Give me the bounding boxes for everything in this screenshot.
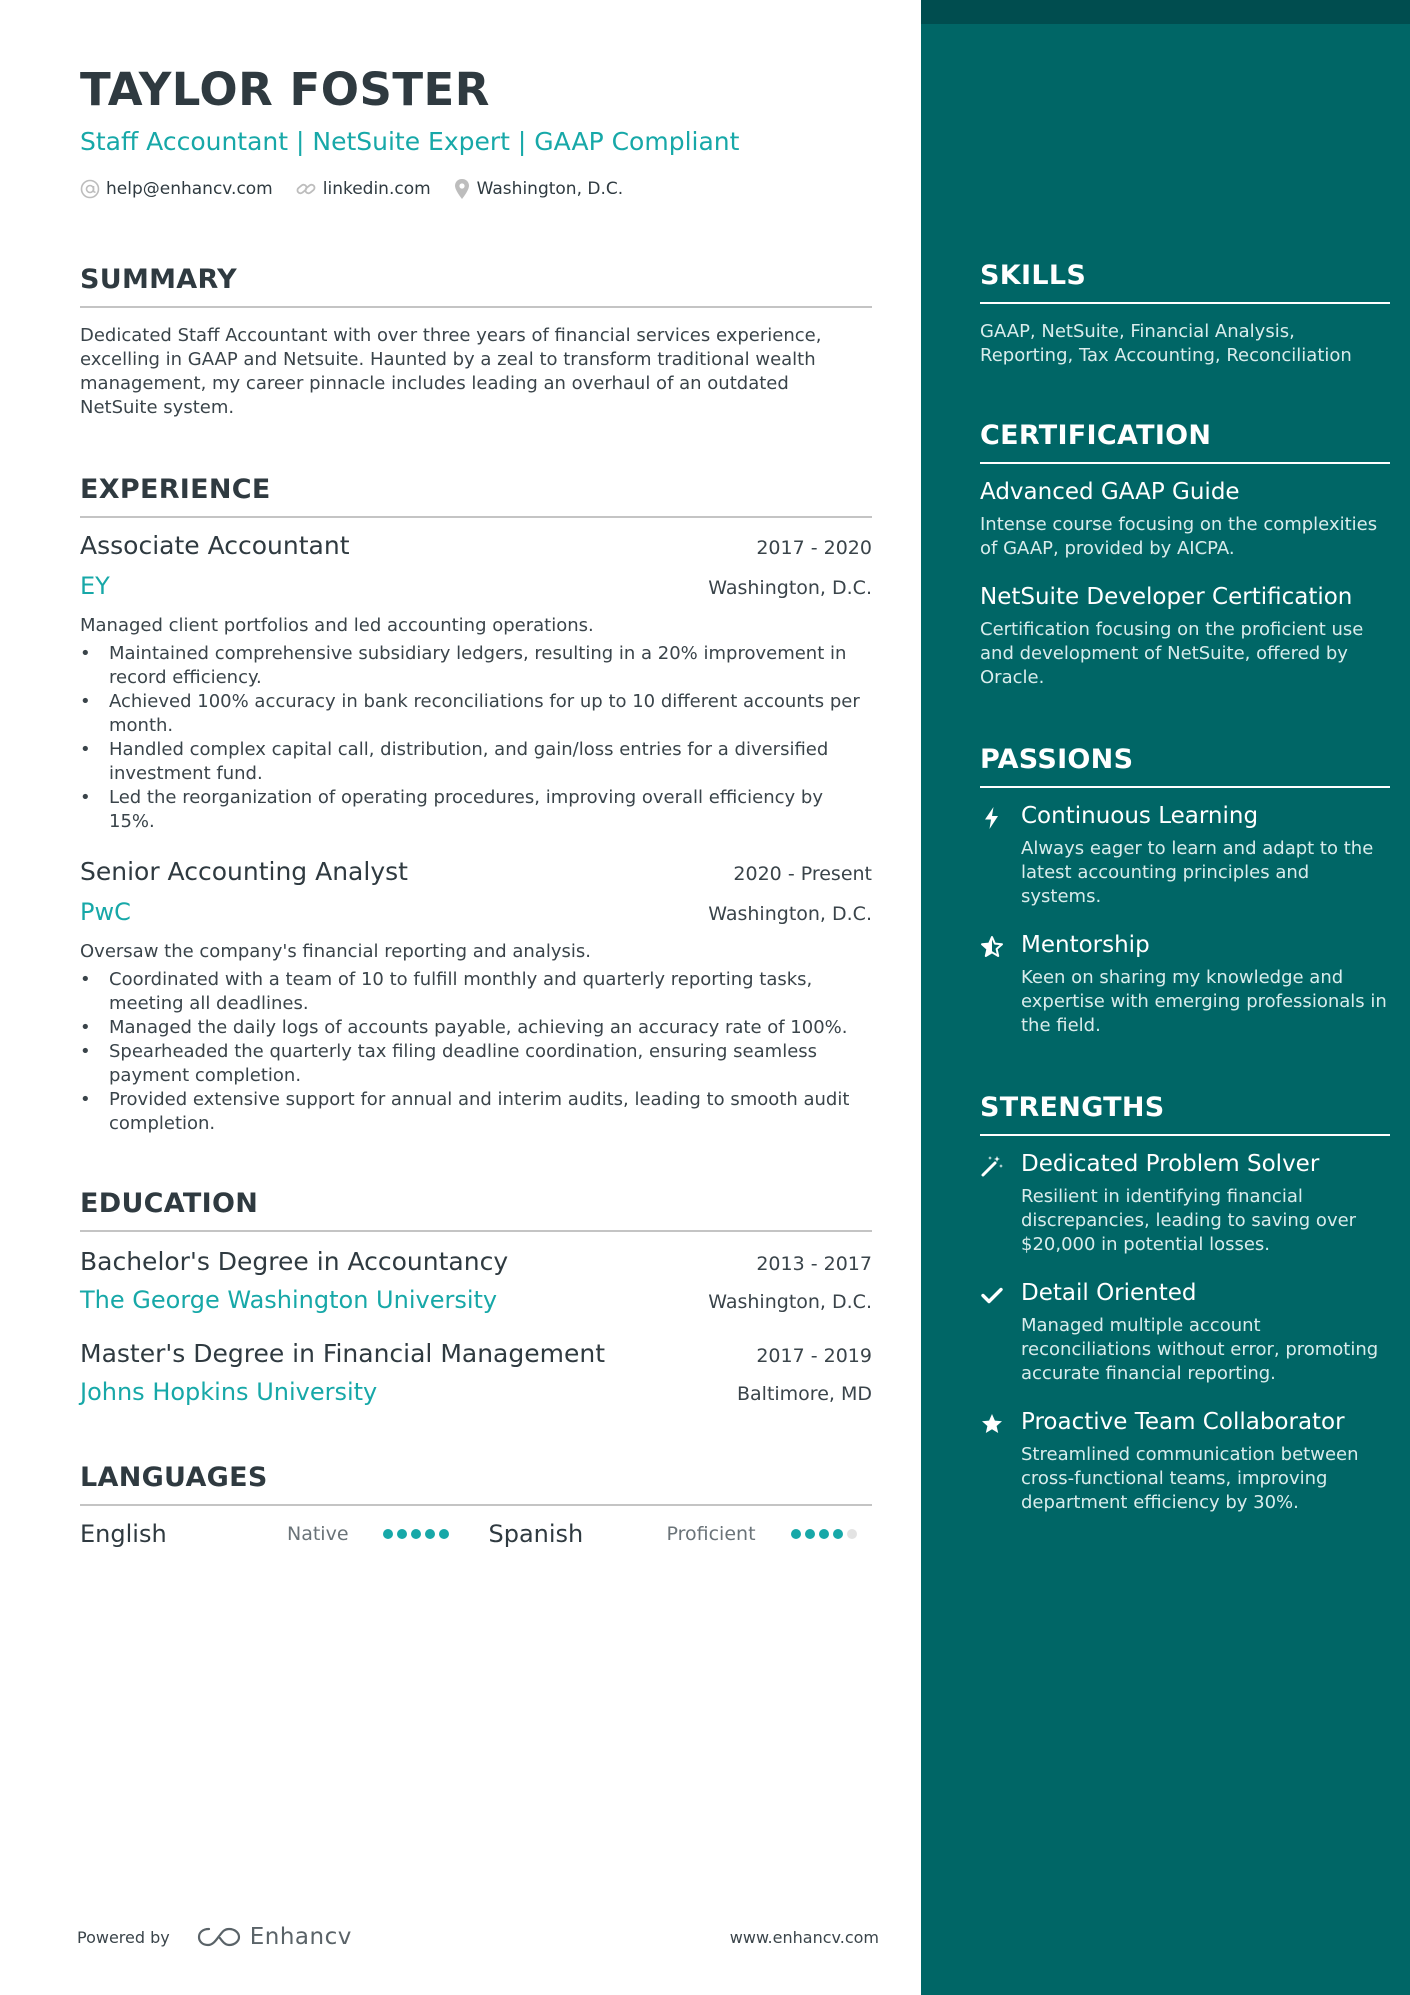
education-dates: 2017 - 2019 [756, 1345, 872, 1367]
certification-name: Advanced GAAP Guide [980, 479, 1240, 505]
candidate-name: TAYLOR FOSTER [80, 63, 490, 116]
headline: Staff Accountant | NetSuite Expert | GAAP Compliant [80, 127, 740, 156]
rating-dot-filled [411, 1529, 421, 1539]
language-item [489, 1520, 873, 1548]
job-bullets [80, 642, 872, 834]
certification-item [980, 478, 1390, 561]
contact-location [453, 178, 623, 200]
section-divider [80, 1504, 872, 1506]
job-dates: 2017 - 2020 [756, 537, 872, 559]
rating-dot-filled [819, 1529, 829, 1539]
strength-title: Dedicated Problem Solver [1021, 1151, 1320, 1177]
job-entry [80, 856, 872, 1136]
job-bullet: • Led the reorganization of operating procedures, improving overall efficiency by 15%. [109, 786, 872, 834]
certification-section [980, 418, 1390, 690]
language-item [80, 1520, 464, 1548]
job-bullet: • Achieved 100% accuracy in bank reconciliations for up to 10 different accounts per month. [109, 690, 872, 738]
education-section [80, 1186, 872, 1408]
skills-title: SKILLS [980, 260, 1087, 291]
section-divider [980, 786, 1390, 788]
job-bullets [80, 968, 872, 1136]
passion-item [980, 802, 1390, 909]
job-entry [80, 530, 872, 834]
job-bullet: • Coordinated with a team of 10 to fulfill monthly and quarterly reporting tasks, meeting all deadlines. [109, 968, 872, 1016]
summary-section [80, 262, 872, 420]
contact-linkedin[interactable] [295, 179, 431, 199]
section-divider [980, 302, 1390, 304]
half-star-icon [980, 935, 1004, 959]
main-column [80, 60, 872, 1548]
rating-dot-filled [397, 1529, 407, 1539]
school-location: Washington, D.C. [708, 1291, 872, 1313]
summary-title: SUMMARY [80, 264, 237, 295]
degree: Bachelor's Degree in Accountancy [80, 1247, 509, 1276]
link-icon [295, 179, 317, 199]
language-level: Proficient [666, 1523, 756, 1545]
passion-desc: Always eager to learn and adapt to the latest accounting principles and systems. [1021, 838, 1374, 907]
experience-section [80, 472, 872, 1136]
school: Johns Hopkins University [80, 1378, 378, 1406]
sidebar-top-bar [921, 0, 1410, 24]
contact-bar [80, 178, 872, 200]
strength-title: Detail Oriented [1021, 1280, 1197, 1306]
rating-dot-filled [425, 1529, 435, 1539]
star-icon [980, 1412, 1004, 1436]
languages-list [80, 1520, 872, 1548]
strength-desc: Streamlined communication between cross-functional teams, improving department efficiency by 30%. [1021, 1444, 1359, 1513]
languages-title: LANGUAGES [80, 1462, 268, 1493]
strength-item [980, 1150, 1390, 1257]
degree: Master's Degree in Financial Management [80, 1339, 605, 1368]
section-divider [980, 1134, 1390, 1136]
footer-site[interactable]: www.enhancv.com [729, 1927, 879, 1947]
education-entry [80, 1246, 872, 1316]
magic-wand-icon [980, 1154, 1004, 1178]
rating-dot-empty [847, 1529, 857, 1539]
section-divider [80, 516, 872, 518]
job-role: Senior Accounting Analyst [80, 857, 408, 886]
language-rating [383, 1529, 449, 1539]
email-text: help@enhancv.com [106, 179, 273, 199]
strength-item [980, 1408, 1390, 1515]
passion-title: Mentorship [1021, 932, 1150, 958]
linkedin-text: linkedin.com [322, 179, 431, 199]
lightning-icon [980, 806, 1004, 830]
certification-name: NetSuite Developer Certification [980, 584, 1353, 610]
rating-dot-filled [439, 1529, 449, 1539]
language-level: Native [287, 1523, 349, 1545]
strengths-section [980, 1090, 1390, 1515]
strength-desc: Managed multiple account reconciliations without error, promoting accurate financial reporting. [1021, 1315, 1379, 1384]
sidebar [921, 0, 1410, 1995]
powered-by [77, 1924, 352, 1950]
summary-text: Dedicated Staff Accountant with over three years of financial services experience, excelling in GAAP and Netsuite. Haunted by a zeal to transform traditional wealth management, my career pinnacle includes leading an overhaul of an outdated NetSuite system. [80, 325, 822, 418]
passion-item [980, 931, 1390, 1038]
language-rating [791, 1529, 857, 1539]
location-text: Washington, D.C. [476, 179, 624, 199]
job-bullet: • Handled complex capital call, distribution, and gain/loss entries for a diversified investment fund. [109, 738, 872, 786]
enhancv-logo-icon [196, 1925, 242, 1949]
certification-desc: Intense course focusing on the complexities of GAAP, provided by AICPA. [980, 514, 1378, 559]
section-divider [980, 462, 1390, 464]
education-entry [80, 1338, 872, 1408]
footer [77, 1917, 879, 1957]
strength-item [980, 1279, 1390, 1386]
brand-logo[interactable] [196, 1924, 352, 1950]
job-bullet: • Managed the daily logs of accounts payable, achieving an accuracy rate of 100%. [109, 1016, 872, 1040]
language-name: English [80, 1520, 167, 1548]
languages-section [80, 1460, 872, 1548]
job-description: Oversaw the company's financial reporting and analysis. [80, 941, 591, 962]
job-description: Managed client portfolios and led accounting operations. [80, 615, 594, 636]
certification-item [980, 583, 1390, 690]
strength-desc: Resilient in identifying financial discrepancies, leading to saving over $20,000 in potential losses. [1021, 1186, 1357, 1255]
job-company: PwC [80, 898, 131, 926]
section-divider [80, 1230, 872, 1232]
school-location: Baltimore, MD [736, 1383, 872, 1405]
brand-name: Enhancv [249, 1924, 352, 1950]
passion-title: Continuous Learning [1021, 803, 1259, 829]
job-bullet: • Spearheaded the quarterly tax filing deadline coordination, ensuring seamless payment completion. [109, 1040, 872, 1088]
skills-text: GAAP, NetSuite, Financial Analysis, Reporting, Tax Accounting, Reconciliation [980, 321, 1352, 366]
job-location: Washington, D.C. [708, 577, 872, 599]
job-bullet: • Provided extensive support for annual and interim audits, leading to smooth audit completion. [109, 1088, 872, 1136]
job-company: EY [80, 572, 110, 600]
passions-section [980, 742, 1390, 1038]
skills-section [980, 258, 1390, 368]
rating-dot-filled [833, 1529, 843, 1539]
certification-title: CERTIFICATION [980, 420, 1212, 451]
checkmark-icon [980, 1283, 1004, 1307]
job-bullet: • Maintained comprehensive subsidiary ledgers, resulting in a 20% improvement in record efficiency. [109, 642, 872, 690]
strength-title: Proactive Team Collaborator [1021, 1409, 1345, 1435]
job-dates: 2020 - Present [733, 863, 872, 885]
contact-email[interactable] [80, 179, 273, 199]
location-pin-icon [453, 178, 471, 200]
section-divider [80, 306, 872, 308]
job-location: Washington, D.C. [708, 903, 872, 925]
sidebar-content [980, 258, 1390, 1515]
passion-desc: Keen on sharing my knowledge and expertise with emerging professionals in the field. [1021, 967, 1387, 1036]
rating-dot-filled [791, 1529, 801, 1539]
education-title: EDUCATION [80, 1188, 259, 1219]
rating-dot-filled [805, 1529, 815, 1539]
job-role: Associate Accountant [80, 531, 350, 560]
language-name: Spanish [488, 1520, 584, 1548]
powered-by-label: Powered by [77, 1927, 170, 1947]
education-dates: 2013 - 2017 [756, 1253, 872, 1275]
certification-desc: Certification focusing on the proficient use and development of NetSuite, offered by Oracle. [980, 619, 1364, 688]
passions-title: PASSIONS [980, 744, 1134, 775]
at-sign-icon [80, 179, 100, 199]
school: The George Washington University [80, 1286, 498, 1314]
strengths-title: STRENGTHS [980, 1092, 1165, 1123]
rating-dot-filled [383, 1529, 393, 1539]
experience-title: EXPERIENCE [80, 474, 271, 505]
